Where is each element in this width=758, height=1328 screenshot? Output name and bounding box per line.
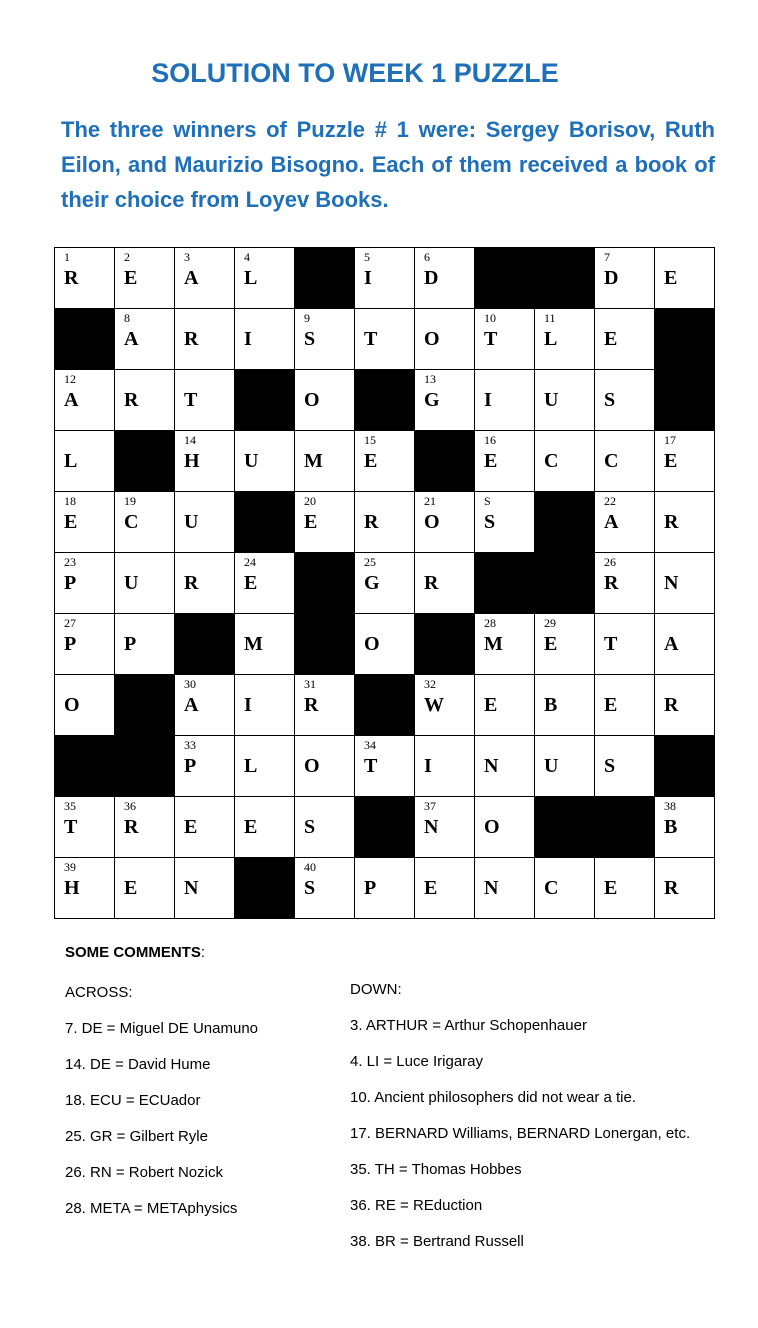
cell-letter: T — [364, 755, 378, 777]
cell-letter: E — [544, 633, 558, 655]
cell-number: 7 — [604, 250, 610, 264]
grid-cell-black — [535, 797, 595, 858]
comments-heading-colon: : — [200, 944, 206, 961]
cell-number: 17 — [664, 433, 676, 447]
grid-cell — [655, 858, 715, 919]
cell-number: 35 — [64, 799, 76, 813]
grid-cell — [295, 492, 355, 553]
cell-number: 22 — [604, 494, 616, 508]
grid-cell — [655, 797, 715, 858]
cell-letter: N — [184, 877, 199, 899]
across-comment: 18. ECU = ECUador — [65, 1092, 201, 1109]
grid-cell — [175, 248, 235, 309]
grid-cell — [295, 675, 355, 736]
cell-letter: C — [544, 877, 559, 899]
grid-cell — [595, 858, 655, 919]
cell-letter: M — [244, 633, 263, 655]
grid-cell-black — [535, 553, 595, 614]
cell-letter: G — [364, 572, 380, 594]
grid-cell — [475, 614, 535, 675]
down-comment: 17. BERNARD Williams, BERNARD Lonergan, etc. — [350, 1125, 691, 1142]
cell-letter: E — [244, 572, 258, 594]
cell-number: 18 — [64, 494, 76, 508]
cell-letter: M — [304, 450, 323, 472]
grid-cell — [115, 492, 175, 553]
grid-cell — [535, 309, 595, 370]
grid-cell — [415, 797, 475, 858]
cell-number: 27 — [64, 616, 76, 630]
grid-cell — [535, 370, 595, 431]
cell-letter: L — [64, 450, 78, 472]
grid-cell — [55, 248, 115, 309]
down-comment: 4. LI = Luce Irigaray — [350, 1053, 483, 1070]
down-comment: 10. Ancient philosophers did not wear a tie. — [350, 1089, 637, 1106]
grid-cell — [115, 370, 175, 431]
grid-cell — [175, 492, 235, 553]
grid-cell — [235, 553, 295, 614]
grid-cell-black — [115, 675, 175, 736]
cell-letter: O — [304, 389, 320, 411]
grid-cell — [355, 553, 415, 614]
cell-number: 29 — [544, 616, 556, 630]
cell-number: 3 — [184, 250, 190, 264]
cell-letter: S — [304, 328, 316, 350]
cell-number: 36 — [124, 799, 136, 813]
cell-number: 11 — [544, 311, 556, 325]
grid-cell — [535, 614, 595, 675]
cell-letter: T — [184, 389, 198, 411]
grid-cell — [55, 797, 115, 858]
grid-cell — [175, 431, 235, 492]
cell-number: 32 — [424, 677, 436, 691]
across-heading: ACROSS: — [65, 984, 133, 1001]
grid-cell-black — [535, 248, 595, 309]
cell-letter: E — [364, 450, 378, 472]
cell-letter: S — [604, 389, 616, 411]
grid-cell-black — [655, 736, 715, 797]
grid-cell-black — [415, 614, 475, 675]
grid-cell — [595, 675, 655, 736]
cell-letter: E — [604, 694, 618, 716]
cell-letter: R — [304, 694, 319, 716]
grid-cell — [55, 492, 115, 553]
cell-number: S — [484, 494, 491, 508]
cell-number: 4 — [244, 250, 250, 264]
cell-number: 15 — [364, 433, 376, 447]
crossword-grid — [54, 247, 715, 919]
cell-number: 13 — [424, 372, 436, 386]
cell-letter: B — [544, 694, 558, 716]
grid-cell-black — [355, 675, 415, 736]
cell-letter: R — [364, 511, 379, 533]
grid-cell — [55, 553, 115, 614]
down-heading: DOWN: — [350, 981, 402, 998]
grid-cell — [175, 309, 235, 370]
cell-letter: T — [364, 328, 378, 350]
grid-cell-black — [55, 309, 115, 370]
cell-letter: C — [124, 511, 139, 533]
cell-letter: P — [184, 755, 197, 777]
down-comment: 36. RE = REduction — [350, 1197, 483, 1214]
cell-letter: U — [244, 450, 259, 472]
across-comment: 14. DE = David Hume — [65, 1056, 211, 1073]
cell-number: 37 — [424, 799, 436, 813]
grid-cell-black — [235, 492, 295, 553]
cell-letter: R — [664, 694, 679, 716]
grid-cell — [415, 736, 475, 797]
cell-letter: E — [664, 267, 678, 289]
grid-cell — [535, 675, 595, 736]
grid-cell-black — [415, 431, 475, 492]
grid-cell-black — [295, 248, 355, 309]
cell-letter: N — [484, 755, 499, 777]
cell-letter: U — [544, 755, 559, 777]
grid-cell — [175, 675, 235, 736]
cell-letter: O — [424, 328, 440, 350]
grid-cell-black — [295, 553, 355, 614]
grid-cell — [595, 309, 655, 370]
cell-letter: R — [124, 816, 139, 838]
grid-cell — [535, 431, 595, 492]
cell-letter: O — [424, 511, 440, 533]
cell-letter: D — [424, 267, 439, 289]
grid-cell — [55, 370, 115, 431]
cell-letter: S — [604, 755, 616, 777]
grid-cell — [175, 370, 235, 431]
grid-cell — [355, 248, 415, 309]
grid-cell — [295, 736, 355, 797]
cell-letter: N — [424, 816, 439, 838]
grid-cell — [235, 736, 295, 797]
cell-letter: O — [64, 694, 80, 716]
grid-cell — [475, 858, 535, 919]
cell-letter: I — [424, 755, 432, 777]
cell-letter: E — [484, 450, 498, 472]
cell-number: 20 — [304, 494, 316, 508]
grid-cell — [595, 492, 655, 553]
cell-number: 1 — [64, 250, 70, 264]
grid-cell — [475, 309, 535, 370]
grid-cell-black — [235, 370, 295, 431]
grid-cell — [415, 248, 475, 309]
grid-cell — [235, 431, 295, 492]
cell-number: 34 — [364, 738, 376, 752]
down-comment: 38. BR = Bertrand Russell — [350, 1233, 524, 1250]
grid-cell-black — [475, 248, 535, 309]
grid-cell-black — [595, 797, 655, 858]
cell-letter: E — [64, 511, 78, 533]
grid-cell — [535, 736, 595, 797]
cell-letter: I — [244, 328, 252, 350]
down-comments — [350, 981, 690, 1269]
cell-number: 30 — [184, 677, 196, 691]
cell-letter: R — [184, 328, 199, 350]
cell-letter: E — [484, 694, 498, 716]
grid-cell-black — [535, 492, 595, 553]
cell-letter: R — [604, 572, 619, 594]
grid-cell — [55, 858, 115, 919]
comments-heading-text: SOME COMMENTS — [65, 944, 201, 961]
cell-number: 38 — [664, 799, 676, 813]
grid-cell — [355, 309, 415, 370]
grid-cell — [175, 858, 235, 919]
cell-letter: C — [604, 450, 619, 472]
cell-number: 23 — [64, 555, 76, 569]
cell-letter: C — [544, 450, 559, 472]
cell-letter: R — [664, 877, 679, 899]
cell-number: 31 — [304, 677, 316, 691]
cell-letter: N — [664, 572, 679, 594]
cell-letter: O — [304, 755, 320, 777]
cell-letter: E — [124, 877, 138, 899]
cell-number: 9 — [304, 311, 310, 325]
grid-cell — [55, 675, 115, 736]
cell-number: 26 — [604, 555, 616, 569]
grid-cell — [55, 431, 115, 492]
down-comment: 35. TH = Thomas Hobbes — [350, 1161, 522, 1178]
cell-letter: A — [184, 267, 199, 289]
cell-letter: R — [424, 572, 439, 594]
grid-cell-black — [655, 309, 715, 370]
grid-cell — [55, 614, 115, 675]
grid-cell — [235, 248, 295, 309]
cell-letter: P — [124, 633, 137, 655]
grid-cell — [415, 309, 475, 370]
cell-letter: S — [304, 877, 316, 899]
cell-number: 2 — [124, 250, 130, 264]
grid-cell — [475, 736, 535, 797]
grid-cell — [415, 553, 475, 614]
grid-cell — [655, 675, 715, 736]
cell-letter: R — [184, 572, 199, 594]
across-comment: 25. GR = Gilbert Ryle — [65, 1128, 208, 1145]
winners-announcement: The three winners of Puzzle # 1 were: Sergey Borisov, Ruth Eilon, and Maurizio Bisogno. Each of them received a book of their choice from Loyev Books. — [61, 117, 715, 212]
cell-letter: D — [604, 267, 619, 289]
grid-cell — [355, 736, 415, 797]
grid-cell-black — [295, 614, 355, 675]
grid-cell — [595, 248, 655, 309]
cell-letter: M — [484, 633, 503, 655]
across-comment: 26. RN = Robert Nozick — [65, 1164, 223, 1181]
grid-cell — [115, 614, 175, 675]
cell-letter: A — [604, 511, 619, 533]
grid-cell — [655, 492, 715, 553]
cell-letter: E — [244, 816, 258, 838]
grid-cell-black — [655, 370, 715, 431]
grid-cell — [175, 736, 235, 797]
grid-cell-black — [235, 858, 295, 919]
cell-number: 19 — [124, 494, 136, 508]
grid-cell — [595, 614, 655, 675]
cell-letter: E — [424, 877, 438, 899]
grid-cell — [655, 431, 715, 492]
cell-letter: E — [304, 511, 318, 533]
cell-letter: U — [184, 511, 199, 533]
cell-number: 5 — [364, 250, 370, 264]
cell-letter: N — [484, 877, 499, 899]
grid-cell — [115, 858, 175, 919]
across-comment: 28. META = METAphysics — [65, 1200, 238, 1217]
grid-cell — [595, 431, 655, 492]
grid-cell-black — [175, 614, 235, 675]
cell-letter: A — [64, 389, 79, 411]
cell-letter: I — [364, 267, 372, 289]
cell-number: 40 — [304, 860, 316, 874]
grid-cell — [295, 431, 355, 492]
cell-letter: H — [64, 877, 80, 899]
grid-cell — [355, 431, 415, 492]
grid-cell-black — [115, 736, 175, 797]
cell-letter: G — [424, 389, 440, 411]
grid-cell — [415, 858, 475, 919]
down-comment: 3. ARTHUR = Arthur Schopenhauer — [350, 1017, 587, 1034]
cell-number: 8 — [124, 311, 130, 325]
grid-cell — [355, 858, 415, 919]
grid-cell — [295, 370, 355, 431]
grid-cell — [475, 431, 535, 492]
grid-cell — [475, 675, 535, 736]
grid-cell — [415, 370, 475, 431]
cell-letter: E — [124, 267, 138, 289]
cell-letter: B — [664, 816, 678, 838]
cell-letter: R — [664, 511, 679, 533]
cell-letter: A — [664, 633, 679, 655]
grid-cell — [415, 492, 475, 553]
cell-letter: O — [484, 816, 500, 838]
grid-cell-black — [475, 553, 535, 614]
cell-letter: O — [364, 633, 380, 655]
cell-number: 28 — [484, 616, 496, 630]
cell-letter: P — [64, 572, 77, 594]
cell-number: 6 — [424, 250, 430, 264]
cell-number: 12 — [64, 372, 76, 386]
cell-letter: E — [184, 816, 198, 838]
cell-number: 21 — [424, 494, 436, 508]
grid-cell — [115, 309, 175, 370]
cell-letter: U — [124, 572, 139, 594]
cell-letter: P — [64, 633, 77, 655]
grid-cell — [295, 858, 355, 919]
grid-cell — [655, 553, 715, 614]
comments-heading — [65, 944, 205, 961]
cell-number: 16 — [484, 433, 496, 447]
grid-cell-black — [115, 431, 175, 492]
cell-number: 33 — [184, 738, 196, 752]
cell-letter: E — [604, 328, 618, 350]
cell-number: 10 — [484, 311, 496, 325]
grid-cell — [235, 309, 295, 370]
cell-letter: U — [544, 389, 559, 411]
grid-cell — [595, 370, 655, 431]
grid-cell — [295, 309, 355, 370]
cell-letter: S — [304, 816, 316, 838]
across-comments — [65, 984, 258, 1236]
grid-cell-black — [355, 797, 415, 858]
across-comment: 7. DE = Miguel DE Unamuno — [65, 1020, 259, 1037]
grid-cell — [355, 492, 415, 553]
grid-cell — [355, 614, 415, 675]
grid-cell — [115, 553, 175, 614]
cell-letter: H — [184, 450, 200, 472]
cell-letter: W — [424, 694, 444, 716]
cell-letter: T — [484, 328, 498, 350]
grid-cell — [235, 675, 295, 736]
grid-cell — [415, 675, 475, 736]
cell-letter: I — [244, 694, 252, 716]
grid-cell — [115, 797, 175, 858]
cell-letter: T — [64, 816, 78, 838]
grid-cell — [115, 248, 175, 309]
grid-cell — [655, 614, 715, 675]
cell-letter: A — [184, 694, 199, 716]
cell-letter: R — [64, 267, 79, 289]
grid-cell — [535, 858, 595, 919]
cell-letter: I — [484, 389, 492, 411]
cell-letter: L — [244, 755, 258, 777]
grid-cell — [175, 797, 235, 858]
grid-cell-black — [55, 736, 115, 797]
page-title: SOLUTION TO WEEK 1 PUZZLE — [151, 58, 559, 88]
grid-cell — [235, 614, 295, 675]
cell-letter: E — [664, 450, 678, 472]
grid-cell — [235, 797, 295, 858]
cell-letter: E — [604, 877, 618, 899]
cell-number: 39 — [64, 860, 76, 874]
grid-cell — [475, 370, 535, 431]
cell-number: 24 — [244, 555, 256, 569]
grid-cell — [595, 736, 655, 797]
cell-letter: P — [364, 877, 377, 899]
grid-cell — [295, 797, 355, 858]
cell-letter: L — [244, 267, 258, 289]
cell-number: 14 — [184, 433, 196, 447]
grid-cell — [595, 553, 655, 614]
cell-letter: R — [124, 389, 139, 411]
cell-letter: L — [544, 328, 558, 350]
cell-letter: A — [124, 328, 139, 350]
grid-cell — [475, 797, 535, 858]
grid-cell — [175, 553, 235, 614]
cell-number: 25 — [364, 555, 376, 569]
grid-cell — [475, 492, 535, 553]
grid-cell-black — [355, 370, 415, 431]
grid-cell — [655, 248, 715, 309]
cell-letter: S — [484, 511, 496, 533]
cell-letter: T — [604, 633, 618, 655]
